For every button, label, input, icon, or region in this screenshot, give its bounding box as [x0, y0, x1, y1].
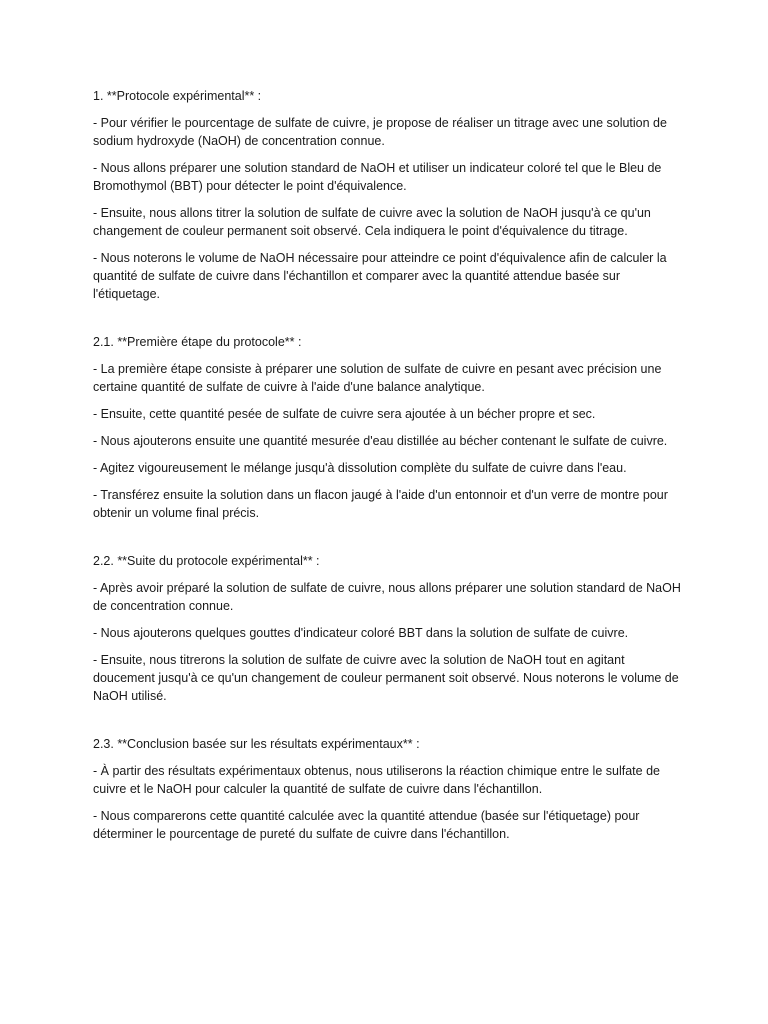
- paragraph: - Ensuite, cette quantité pesée de sulfate de cuivre sera ajoutée à un bécher propre et sec.: [93, 407, 596, 421]
- document-page: [93, 87, 683, 843]
- section-heading: 1. **Protocole expérimental** :: [93, 89, 262, 103]
- section-suite-protocole: [93, 552, 683, 705]
- paragraph: - Pour vérifier le pourcentage de sulfate de cuivre, je propose de réaliser un titrage avec une solution de sodium hydroxyde (NaOH) de concentration connue.: [93, 116, 667, 148]
- paragraph: - Nous noterons le volume de NaOH nécessaire pour atteindre ce point d'équivalence afin de calculer la quantité de sulfate de cuivre dans l'échantillon et comparer avec la quantité attendue basée sur l'étiquetage.: [93, 251, 667, 301]
- paragraph: - Transférez ensuite la solution dans un flacon jaugé à l'aide d'un entonnoir et d'un verre de montre pour obtenir un volume final précis.: [93, 488, 668, 520]
- paragraph: - Après avoir préparé la solution de sulfate de cuivre, nous allons préparer une solution standard de NaOH de concentration connue.: [93, 581, 681, 613]
- paragraph: - Nous allons préparer une solution standard de NaOH et utiliser un indicateur coloré tel que le Bleu de Bromothymol (BBT) pour détecter le point d'équivalence.: [93, 161, 662, 193]
- paragraph: - Nous comparerons cette quantité calculée avec la quantité attendue (basée sur l'étiquetage) pour déterminer le pourcentage de pureté du sulfate de cuivre dans l'échantillon.: [93, 809, 640, 841]
- paragraph: - Nous ajouterons quelques gouttes d'indicateur coloré BBT dans la solution de sulfate de cuivre.: [93, 626, 629, 640]
- section-heading: 2.2. **Suite du protocole expérimental** :: [93, 554, 320, 568]
- paragraph: - À partir des résultats expérimentaux obtenus, nous utiliserons la réaction chimique entre le sulfate de cuivre et le NaOH pour calculer la quantité de sulfate de cuivre dans l'échantillon.: [93, 764, 660, 796]
- paragraph: - La première étape consiste à préparer une solution de sulfate de cuivre en pesant avec précision une certaine quantité de sulfate de cuivre à l'aide d'une balance analytique.: [93, 362, 662, 394]
- section-heading: 2.3. **Conclusion basée sur les résultats expérimentaux** :: [93, 737, 420, 751]
- section-premiere-etape: [93, 333, 683, 522]
- section-protocole-experimental: [93, 87, 683, 303]
- section-heading: 2.1. **Première étape du protocole** :: [93, 335, 302, 349]
- paragraph: - Ensuite, nous titrerons la solution de sulfate de cuivre avec la solution de NaOH tout en agitant doucement jusqu'à ce qu'un changement de couleur permanent soit observé. Nous noterons le volume de NaOH utilisé.: [93, 653, 679, 703]
- paragraph: - Agitez vigoureusement le mélange jusqu'à dissolution complète du sulfate de cuivre dans l'eau.: [93, 461, 627, 475]
- section-conclusion: [93, 735, 683, 843]
- paragraph: - Ensuite, nous allons titrer la solution de sulfate de cuivre avec la solution de NaOH jusqu'à ce qu'un changement de couleur permanent soit observé. Cela indiquera le point d'équivalence du titrage.: [93, 206, 651, 238]
- paragraph: - Nous ajouterons ensuite une quantité mesurée d'eau distillée au bécher contenant le sulfate de cuivre.: [93, 434, 668, 448]
